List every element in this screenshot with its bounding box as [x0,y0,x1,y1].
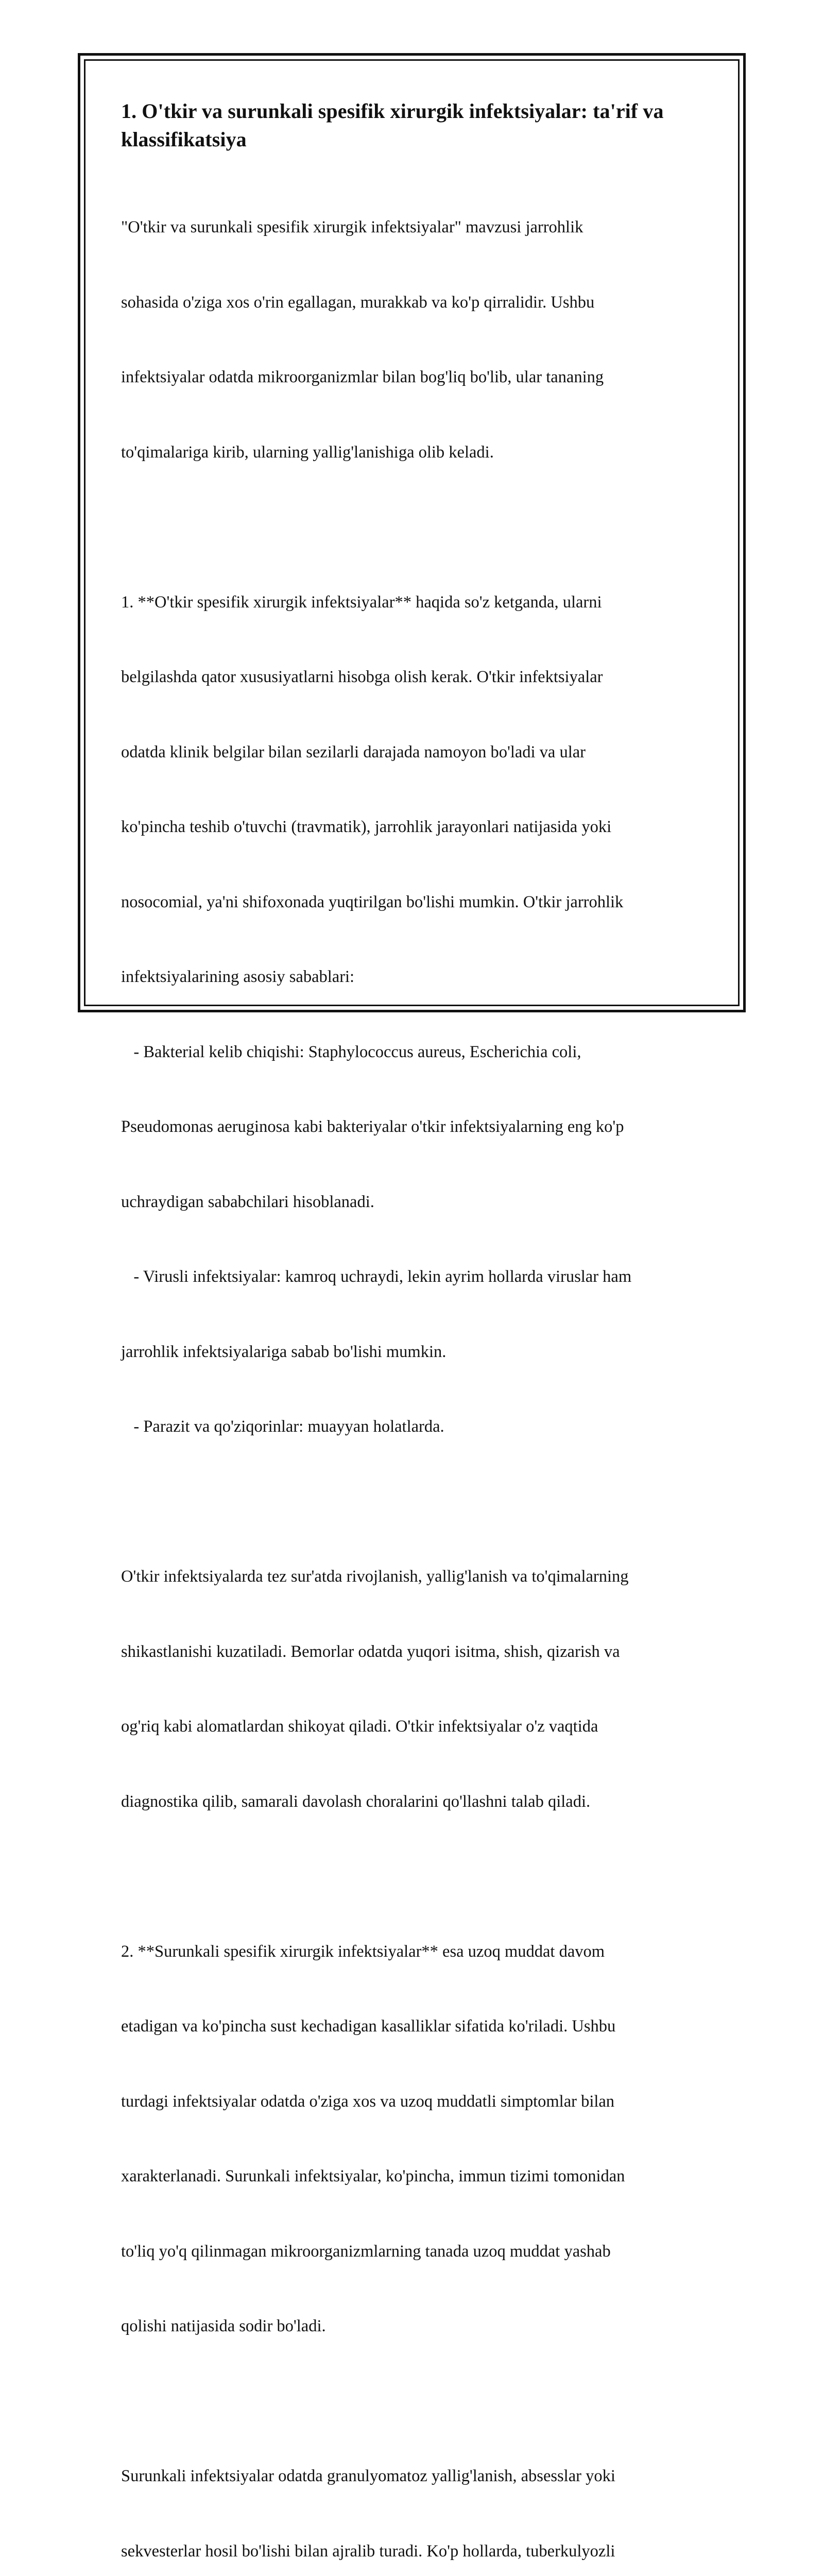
text-line: belgilashda qator xususiyatlarni hisobga olish kerak. O'tkir infektsiyalar [121,668,603,686]
text-line: infektsiyalar odatda mikroorganizmlar bilan bog'liq bo'lib, ular tananing [121,368,604,386]
heading-line: 1. O'tkir va surunkali spesifik xirurgik infektsiyalar: ta'rif va [121,99,664,123]
paragraph-spacer [121,2389,703,2414]
text-line: to'qimalariga kirib, ularning yallig'lanishiga olib keladi. [121,443,494,462]
text-line: etadigan va ko'pincha sust kechadigan kasalliklar sifatida ko'riladi. Ushbu [121,2017,616,2036]
text-line: Pseudomonas aeruginosa kabi bakteriyalar o'tkir infektsiyalarning eng ko'p [121,1117,624,1136]
text-line: uchraydigan sababchilari hisoblanadi. [121,1192,374,1211]
text-line: 2. **Surunkali spesifik xirurgik infektsiyalar** esa uzoq muddat davom [121,1942,605,1961]
text-line: O'tkir infektsiyalarda tez sur'atda rivojlanish, yallig'lanish va to'qimalarning [121,1567,629,1586]
paragraph-chronic-infections [121,1889,703,2389]
paragraph-intro [121,165,703,515]
heading-line: klassifikatsiya [121,128,247,151]
paragraph-acute-infections [121,540,703,1489]
document-body [121,97,703,2576]
text-line: og'riq kabi alomatlardan shikoyat qiladi. O'tkir infektsiyalar o'z vaqtida [121,1717,598,1736]
section-heading [121,97,703,154]
text-line: xarakterlanadi. Surunkali infektsiyalar, ko'pincha, immun tizimi tomonidan [121,2167,625,2185]
text-line: to'liq yo'q qilinmagan mikroorganizmlarning tanada uzoq muddat yashab [121,2242,611,2261]
text-line: Surunkali infektsiyalar odatda granulyomatoz yallig'lanish, absesslar yoki [121,2467,615,2485]
paragraph-spacer [121,1489,703,1515]
paragraph-spacer [121,515,703,540]
text-line: odatda klinik belgilar bilan sezilarli darajada namoyon bo'ladi va ular [121,742,586,761]
text-line: qolishi natijasida sodir bo'ladi. [121,2317,326,2335]
text-line: turdagi infektsiyalar odatda o'ziga xos va uzoq muddatli simptomlar bilan [121,2092,615,2111]
list-item-line: - Parazit va qo'ziqorinlar: muayyan holatlarda. [121,1417,444,1436]
paragraph-acute-symptoms [121,1514,703,1864]
text-line: diagnostika qilib, samarali davolash choralarini qo'llashni talab qiladi. [121,1792,591,1811]
text-line: nosocomial, ya'ni shifoxonada yuqtirilgan bo'lishi mumkin. O'tkir jarrohlik [121,892,624,911]
list-item-line: - Bakterial kelib chiqishi: Staphylococcus aureus, Escherichia coli, [121,1042,581,1061]
text-line: sohasida o'ziga xos o'rin egallagan, murakkab va ko'p qirralidir. Ushbu [121,293,595,312]
text-line: "O'tkir va surunkali spesifik xirurgik infektsiyalar" mavzusi jarrohlik [121,218,583,236]
text-line: infektsiyalarining asosiy sabablari: [121,968,355,986]
text-line: jarrohlik infektsiyalariga sabab bo'lishi mumkin. [121,1342,447,1361]
text-line: sekvesterlar hosil bo'lishi bilan ajralib turadi. Ko'p hollarda, tuberkulyozli [121,2541,615,2561]
paragraph-spacer [121,1864,703,1889]
text-line: 1. **O'tkir spesifik xirurgik infektsiyalar** haqida so'z ketganda, ularni [121,592,602,612]
text-line: shikastlanishi kuzatiladi. Bemorlar odatda yuqori isitma, shish, qizarish va [121,1642,620,1661]
text-line: ko'pincha teshib o'tuvchi (travmatik), jarrohlik jarayonlari natijasida yoki [121,818,612,836]
paragraph-chronic-features [121,2414,703,2576]
list-item-line: - Virusli infektsiyalar: kamroq uchraydi, lekin ayrim hollarda viruslar ham [121,1267,632,1286]
